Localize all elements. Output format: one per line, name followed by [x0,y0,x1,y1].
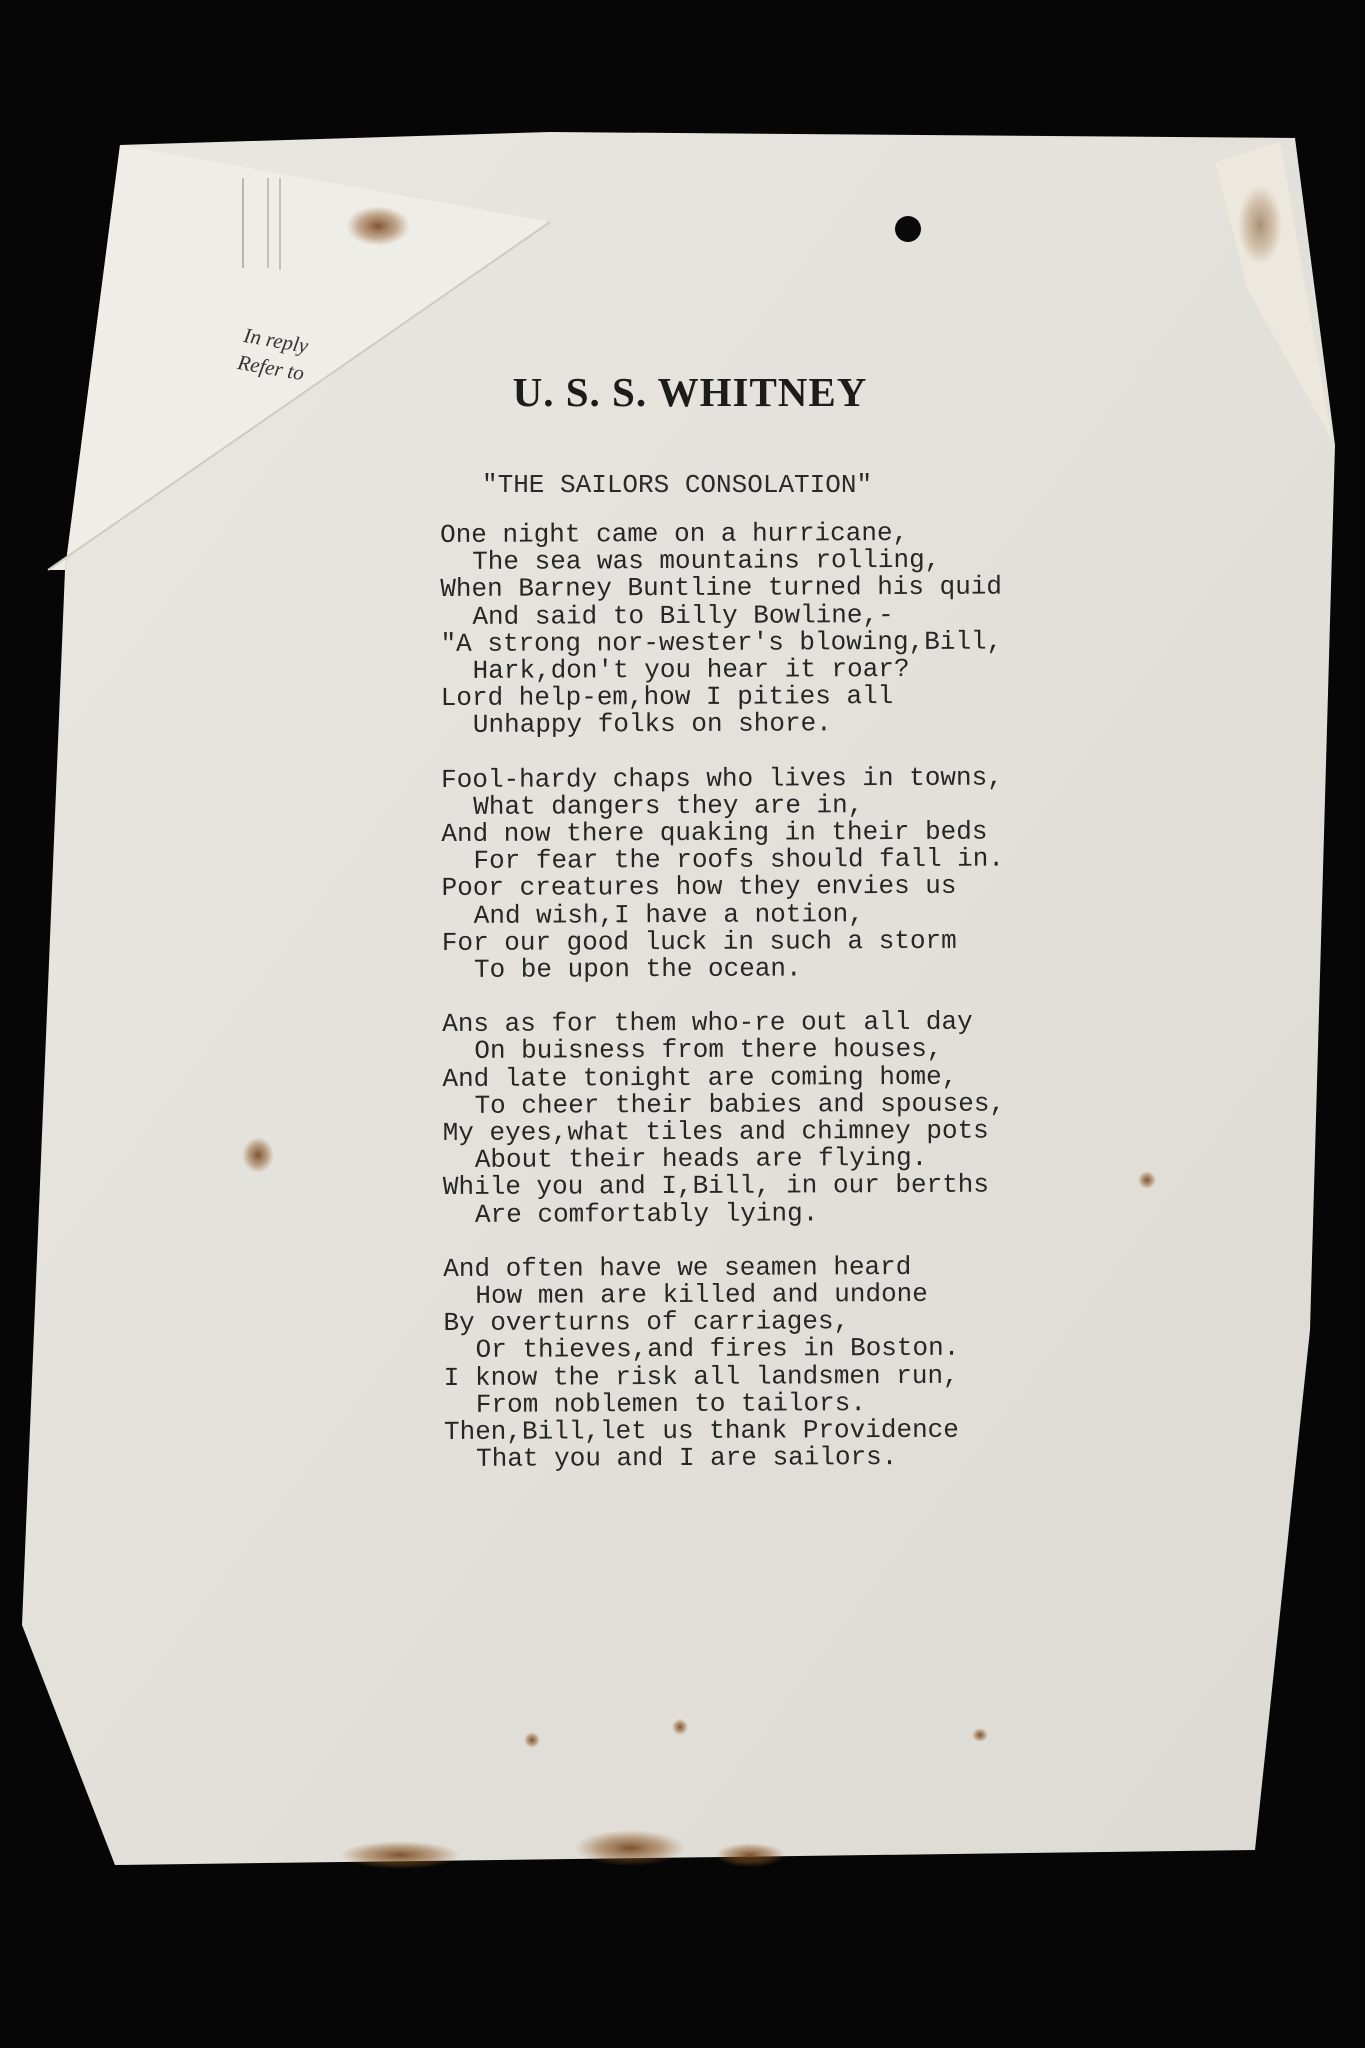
reply-label: In reply [241,323,311,358]
poem-line: What dangers they are in, [473,789,864,822]
poem-line: When Barney Buntline turned his quid [440,571,1003,605]
stanza [441,764,1004,984]
punch-hole [895,216,921,242]
poem-title: "THE SAILORS CONSOLATION" [482,470,873,500]
poem-line: The sea was mountains rolling, [472,545,941,578]
stanza [439,517,1003,741]
poem-line: For fear the roofs should fall in. [473,843,1005,877]
poem-line: For our good luck in such a storm [441,925,957,958]
poem-line: And now there quaking in their beds [441,816,988,850]
refer-label: Refer to [235,350,307,386]
poem-line: How men are killed and undone [475,1278,928,1311]
poem-line: Hark,don't you hear it roar? [472,653,910,686]
poem-line: One night came on a hurricane, [439,517,909,550]
poem-line: Fool-hardy chaps who lives in towns, [441,762,1003,795]
poem-line: "A strong nor-wester's blowing,Bill, [440,626,1003,659]
poem-line: Or thieves,and fires in Boston. [475,1333,960,1366]
poem-line: My eyes,what tiles and chimney pots [442,1115,989,1149]
stanza [443,1253,1006,1473]
poem-line: About their heads are flying. [474,1143,928,1176]
poem-line: To cheer their babies and spouses, [474,1088,1006,1121]
stanza [442,1006,1006,1230]
letterhead-title: U. S. S. WHITNEY [512,369,868,415]
poem-line: And said to Billy Bowline,- [472,599,894,632]
poem-line: From noblemen to tailors. [475,1388,866,1420]
poem-line: That you and I are sailors. [476,1442,898,1475]
poem-line: Are comfortably lying. [474,1198,819,1230]
poem-line: And wish,I have a notion, [473,898,864,931]
poem-line: And late tonight are coming home, [442,1061,958,1094]
poem-line: Then,Bill,let us thank Providence [443,1414,959,1448]
poem-line: By overturns of carriages, [443,1306,850,1339]
poem-line: And often have we seamen heard [443,1251,912,1284]
poem-line: Unhappy folks on shore. [472,708,832,741]
poem-line: On buisness from there houses, [474,1034,943,1067]
poem-line: I know the risk all landsmen run, [443,1360,959,1393]
poem-line: Poor creatures how they envies us [441,871,957,904]
poem-line: Lord help-em,how I pities all [440,681,894,714]
poem-line: To be upon the ocean. [473,953,802,985]
poem-line: While you and I,Bill, in our berths [442,1170,990,1203]
poem-body [439,517,1007,1501]
poem-line: Ans as for them who-re out all day [442,1006,973,1040]
